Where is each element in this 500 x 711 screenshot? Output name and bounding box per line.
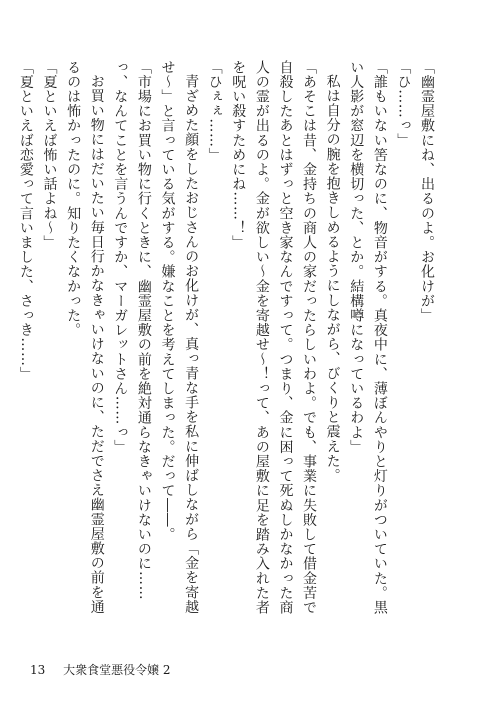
text-paragraph: 私は自分の腕を抱きしめるようにしながら、びくりと震えた。 [324, 74, 341, 483]
text-paragraph: 「あそこは昔、金持ちの商人の家だったらしいわよ。でも、事業に失敗して借金苦で自殺したあとはずっと空き家なんですって。つまり、金に困って死ぬしかなかった商人の霊が出るのよ。金が欲しい～金を寄越せ～！って、あの屋敷に足を踏み入れた者を呪い殺すためにね……！」 [230, 60, 318, 615]
text-paragraph: 「ひ……っ」 [395, 60, 412, 148]
page-footer [30, 661, 171, 678]
text-paragraph: 「ひぇぇ……」 [206, 60, 223, 163]
text-paragraph: 「市場にお買い物に行くときに、幽霊屋敷の前を絶対通らなきゃいけないのに……っ、なんてことを言うんですか、マーガレットさん……っ」 [112, 60, 152, 601]
text-paragraph: 「夏といえば恋愛って言いました、さっき……」 [17, 60, 34, 382]
page-number: 13 [30, 663, 46, 677]
body-text [17, 60, 438, 620]
text-paragraph: 「幽霊屋敷にね、出るのよ。お化けが」 [419, 60, 435, 323]
book-title: 大衆食堂悪役令嬢 2 [63, 663, 171, 677]
text-paragraph: お買い物にはだいたい毎日行かなきゃいけないのに、ただでさえ幽霊屋敷の前を通るのは怖かったのに。知りたくなかった。 [65, 60, 105, 615]
text-paragraph: 青ざめた顔をしたおじさんのお化けが、真っ青な手を私に伸ばしながら「金を寄越せ～」と言っている気がする。嫌なことを考えてしまった。だって――。 [159, 60, 200, 615]
text-paragraph: 「誰もいない筈なのに、物音がする。真夜中に、薄ぼんやりと灯りがついていた。黒い人影が窓辺を横切った、とか。結構噂になっているわよ」 [348, 60, 388, 615]
text-paragraph: 「夏といえば怖い話よね～」 [41, 60, 58, 250]
